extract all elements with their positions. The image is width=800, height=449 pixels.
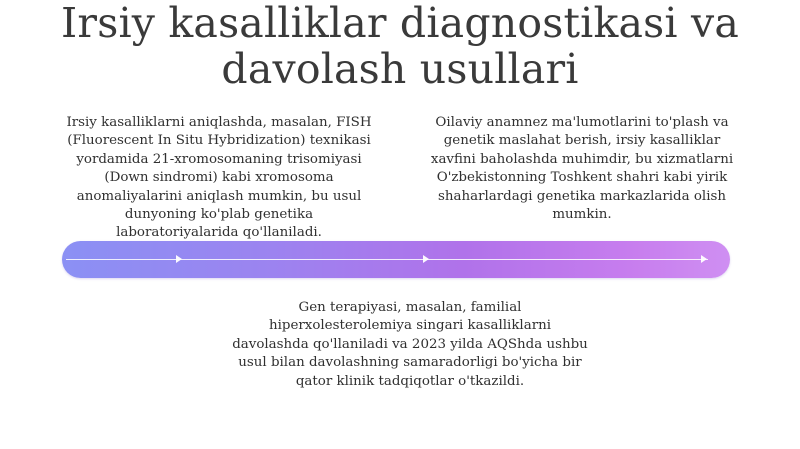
arrow-right-icon bbox=[176, 255, 182, 263]
timeline-line bbox=[66, 259, 708, 260]
page-title: Irsiy kasalliklar diagnostikasi va davolash usullari bbox=[61, 0, 739, 93]
arrow-right-icon bbox=[423, 255, 429, 263]
text-block-diagnostics: Irsiy kasalliklarni aniqlashda, masalan, FISH (Fluorescent In Situ Hybridization) texnikasi yordamida 21-xromosomaning trisomiyasi (Down sindromi) kabi xromosoma anomaliyalarini aniqlash mumkin, bu usul dunyoning ko'plab genetika laboratoriyalarida qo'llaniladi. bbox=[66, 115, 372, 241]
text-block-gene-therapy: Gen terapiyasi, masalan, familial hiperxolesterolemiya singari kasalliklarni davolashda qo'llaniladi va 2023 yilda AQShda ushbu usul bilan davolashning samaradorligi bo'yicha bir qator klinik tadqiqotlar o'tkazildi. bbox=[232, 300, 588, 389]
text-block-counseling: Oilaviy anamnez ma'lumotlarini to'plash va genetik maslahat berish, irsiy kasalliklar xavfini baholashda muhimdir, bu xizmatlarni O'zbekistonning Toshkent shahri kabi yirik shaharlardagi genetika markazlarida olish mumkin. bbox=[430, 115, 734, 223]
arrow-right-icon bbox=[701, 255, 707, 263]
timeline-bar bbox=[62, 241, 730, 278]
